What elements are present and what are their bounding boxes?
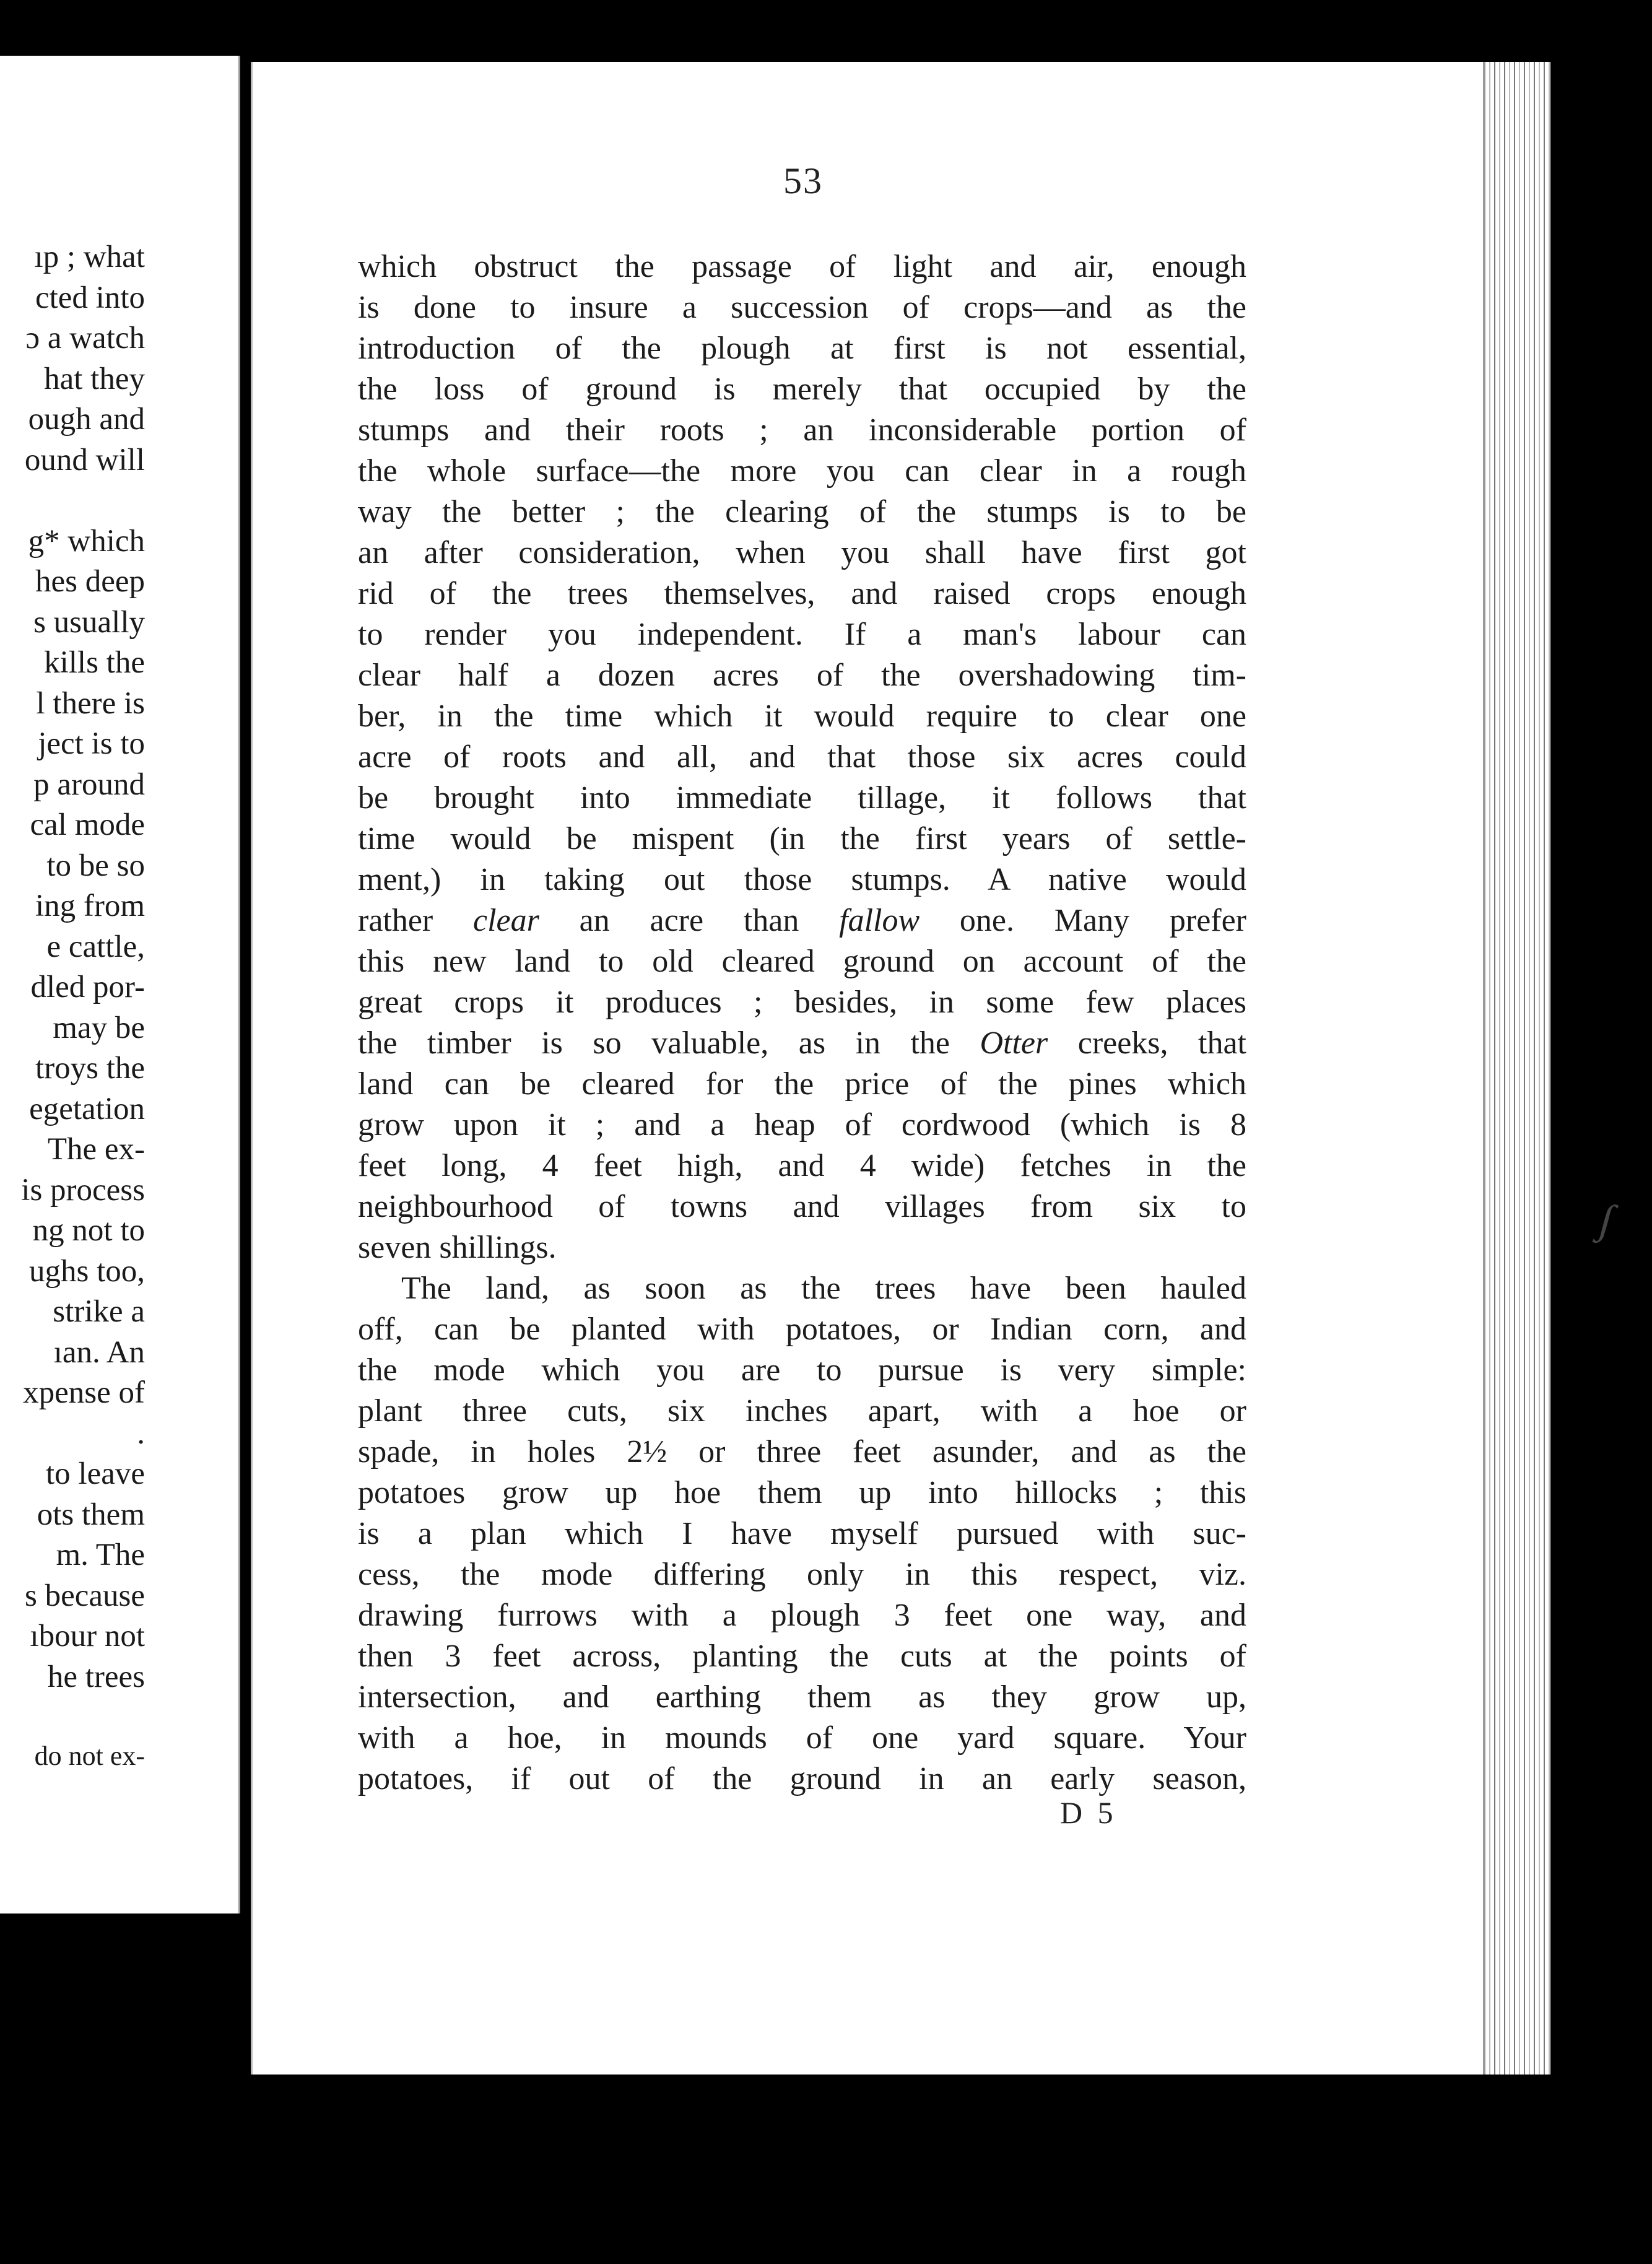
body-line: with a hoe, in mounds of one yard square. Your [358,1720,1246,1756]
left-page-line: to leave [46,1456,145,1491]
body-line: potatoes, if out of the ground in an early season, [358,1761,1246,1796]
body-line: The land, as soon as the trees have been hauled [401,1271,1246,1306]
scan-mark: ∫ [1594,1195,1619,1245]
body-line: is a plan which I have myself pursued with suc- [358,1516,1246,1551]
body-line: acre of roots and all, and that those six acres could [358,739,1246,775]
left-page-line: he trees [47,1659,145,1694]
body-line: drawing furrows with a plough 3 feet one way, and [358,1598,1246,1633]
body-line: great crops it produces ; besides, in some few places [358,985,1246,1020]
body-line: an after consideration, when you shall have first got [358,535,1246,570]
left-page-line: ots them [37,1497,145,1532]
left-page-line: cal mode [30,808,145,842]
body-line: the whole surface—the more you can clear in a rough [358,453,1246,489]
left-page-line: m. The [56,1538,145,1572]
left-page-line: cted into [35,280,145,315]
left-page-line: s usually [33,604,145,640]
body-line: ment,) in taking out those stumps. A native would [358,862,1246,897]
body-line: be brought into immediate tillage, it follows that [358,780,1246,816]
left-page-line: troys the [35,1051,145,1086]
left-page-line: l there is [36,686,145,721]
left-page-line: ound will [24,442,145,477]
body-line: intersection, and earthing them as they grow up, [358,1679,1246,1715]
left-page-line: strike a [53,1294,145,1329]
body-line: spade, in holes 2½ or three feet asunder, and as the [358,1434,1246,1469]
body-line: plant three cuts, six inches apart, with a hoe or [358,1393,1246,1429]
left-page-line: do not ex- [34,1740,145,1771]
body-line: clear half a dozen acres of the overshadowing tim- [358,658,1246,693]
body-line: ber, in the time which it would require to clear one [358,699,1246,734]
body-line: the mode which you are to pursue is very simple: [358,1352,1246,1388]
body-line: way the better ; the clearing of the stumps is to be [358,494,1246,529]
body-line: introduction of the plough at first is not essential, [358,331,1246,366]
body-line: potatoes grow up hoe them up into hillocks ; this [358,1475,1246,1510]
body-line: feet long, 4 feet high, and 4 wide) fetches in the [358,1148,1246,1183]
body-line: this new land to old cleared ground on account of the [358,944,1246,979]
left-page-line: ıbour not [30,1619,145,1653]
left-page-line: g* which [28,523,145,559]
body-line: the timber is so valuable, as in the Otter creeks, that [358,1025,1246,1061]
body-line: rather clear an acre than fallow one. Many prefer [358,903,1246,938]
left-page-line: hat they [44,361,145,396]
left-page-line: ough and [28,402,145,437]
left-page-line: is process [21,1172,145,1208]
left-page-line: xpense of [23,1375,145,1410]
body-line: off, can be planted with potatoes, or Indian corn, and [358,1312,1246,1347]
body-line: cess, the mode differing only in this respect, viz. [358,1557,1246,1592]
left-page [0,56,240,1914]
body-line: to render you independent. If a man's labour can [358,617,1246,652]
body-line: rid of the trees themselves, and raised crops enough [358,576,1246,611]
left-page-line: kills the [44,645,145,680]
body-line: is done to insure a succession of crops—and as the [358,290,1246,325]
left-page-line: ıp ; what [34,240,145,274]
left-page-line: The ex- [47,1132,145,1167]
body-line: then 3 feet across, planting the cuts at the points of [358,1639,1246,1674]
left-page-line: ng not to [32,1213,145,1248]
signature-mark: D 5 [1060,1795,1117,1830]
left-page-line: egetation [29,1091,145,1126]
body-line: grow upon it ; and a heap of cordwood (which is 8 [358,1107,1246,1143]
left-page-line: ughs too, [28,1253,145,1289]
page-edges [1483,62,1550,2075]
body-line: time would be mispent (in the first years of settle- [358,821,1246,856]
left-page-line: ıan. An [53,1334,145,1370]
left-page-line: s because [25,1578,145,1613]
page-number: 53 [783,160,823,201]
body-line: land can be cleared for the price of the pines which [358,1066,1246,1102]
left-page-line: dled por- [30,970,145,1004]
left-page-line: may be [53,1010,145,1045]
body-line: neighbourhood of towns and villages from six to [358,1189,1246,1224]
body-line: stumps and their roots ; an inconsiderable portion of [358,412,1246,448]
body-line: which obstruct the passage of light and air, enough [358,249,1246,284]
left-page-line: to be so [46,848,145,883]
left-page-line: ing from [35,889,145,923]
body-text [358,246,1246,1800]
left-page-line: ject is to [38,726,145,761]
left-page-line: ɔ a watch [25,321,145,355]
body-line: the loss of ground is merely that occupied by the [358,372,1246,407]
left-page-line: hes deep [35,564,145,599]
body-line: seven shillings. [358,1230,557,1265]
left-page-line: . [137,1416,145,1451]
left-page-line: e cattle, [46,929,145,964]
left-page-line: p around [33,767,145,802]
